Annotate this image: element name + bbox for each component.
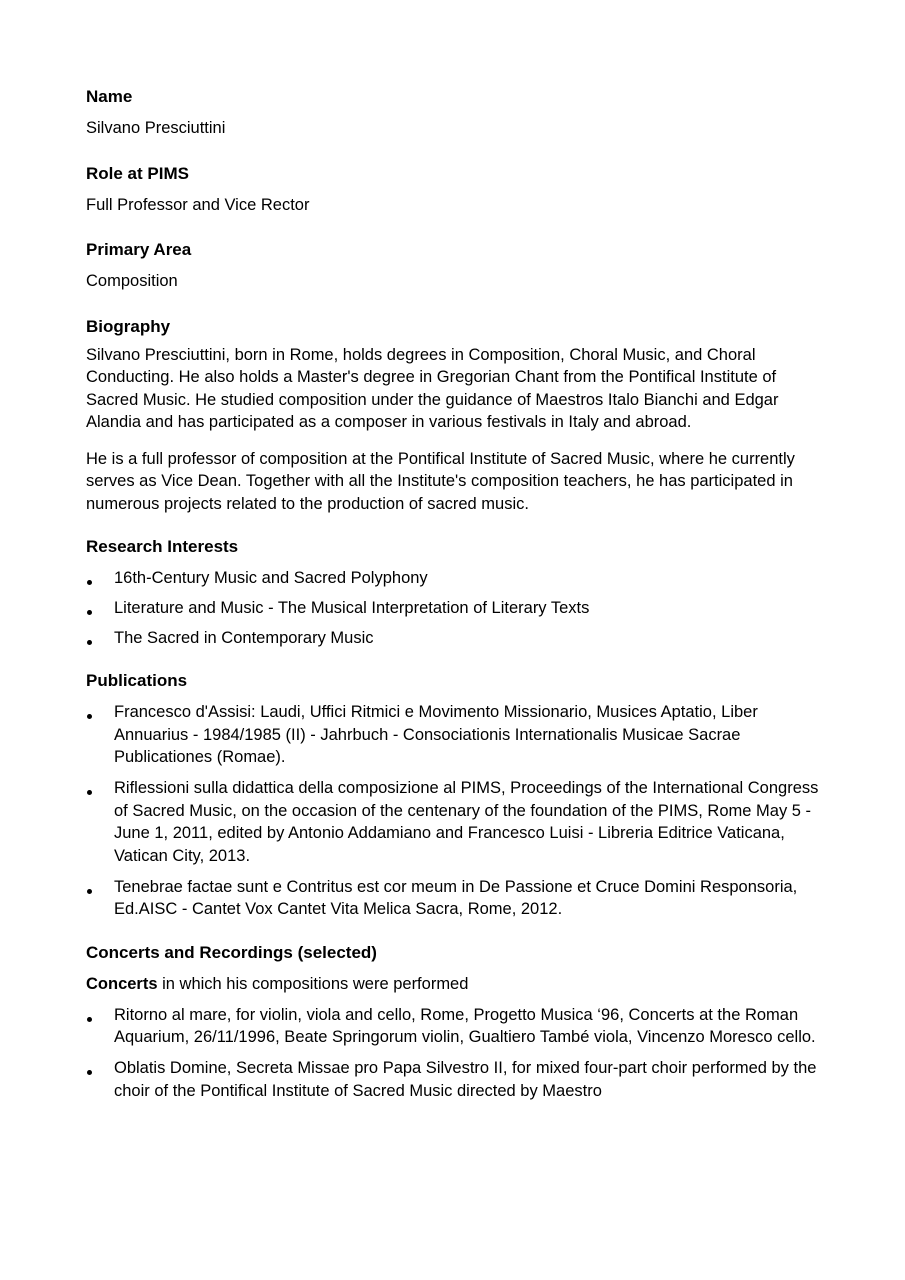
biography-heading: Biography <box>86 316 171 336</box>
list-item: Oblatis Domine, Secreta Missae pro Papa Silvestro II, for mixed four-part choir performed by the choir of the Pontifical Institute of Sacred Music directed by Maestro <box>86 1057 826 1102</box>
list-item: Tenebrae factae sunt e Contritus est cor meum in De Passione et Cruce Domini Responsoria, Ed.AISC - Cantet Vox Cantet Vita Melica Sacra, Rome, 2012. <box>86 876 826 921</box>
document-page <box>86 86 826 1111</box>
role-section <box>86 163 826 217</box>
primary-area-section <box>86 239 826 293</box>
primary-area-heading: Primary Area <box>86 240 192 259</box>
research-interests-list <box>86 567 826 650</box>
list-item: Ritorno al mare, for violin, viola and cello, Rome, Progetto Musica ‘96, Concerts at the Roman Aquarium, 26/11/1996, Beate Springorum violin, Gualtiero També viola, Vincenzo Moresco cello. <box>86 1004 826 1049</box>
concerts-list <box>86 1004 826 1103</box>
biography-section <box>86 316 826 516</box>
research-interests-section <box>86 536 826 650</box>
publications-heading: Publications <box>86 671 188 690</box>
concerts-heading: Concerts and Recordings (selected) <box>86 943 377 962</box>
role-value: Full Professor and Vice Rector <box>86 195 310 214</box>
concerts-intro <box>86 973 826 996</box>
research-interests-heading: Research Interests <box>86 537 239 556</box>
biography-paragraph-1: Silvano Presciuttini, born in Rome, holds degrees in Composition, Choral Music, and Choral Conducting. He also holds a Master's degree in Gregorian Chant from the Pontifical Institute of Sacred Music. He studied composition under the guidance of Maestros Italo Bianchi and Edgar Alandia and has participated as a composer in various festivals in Italy and abroad. <box>86 345 779 431</box>
concerts-intro-text: in which his compositions were performed <box>157 975 469 993</box>
concerts-intro-bold: Concerts <box>86 975 158 993</box>
name-heading: Name <box>86 87 133 106</box>
list-item: Riflessioni sulla didattica della composizione al PIMS, Proceedings of the International Congress of Sacred Music, on the occasion of the centenary of the foundation of the PIMS, Rome May 5 - June 1, 2011, edited by Antonio Addamiano and Francesco Luisi - Libreria Editrice Vaticana, Vatican City, 2013. <box>86 777 826 867</box>
list-item: The Sacred in Contemporary Music <box>86 627 826 650</box>
list-item: 16th-Century Music and Sacred Polyphony <box>86 567 826 590</box>
publications-list <box>86 701 826 921</box>
name-value: Silvano Presciuttini <box>86 119 226 137</box>
role-heading: Role at PIMS <box>86 163 189 183</box>
primary-area-value: Composition <box>86 272 178 290</box>
list-item: Francesco d'Assisi: Laudi, Uffici Ritmici e Movimento Missionario, Musices Aptatio, Liber Annuarius - 1984/1985 (II) - Jahrbuch - Consociationis Internationalis Musicae Sacrae Publicationes (Romae). <box>86 701 826 769</box>
concerts-section <box>86 942 826 1102</box>
name-section <box>86 86 826 140</box>
biography-paragraph-2: He is a full professor of composition at the Pontifical Institute of Sacred Music, where he currently serves as Vice Dean. Together with all the Institute's composition teachers, he has participated in numerous projects related to the production of sacred music. <box>86 449 795 513</box>
publications-section <box>86 670 826 921</box>
list-item: Literature and Music - The Musical Interpretation of Literary Texts <box>86 597 826 620</box>
